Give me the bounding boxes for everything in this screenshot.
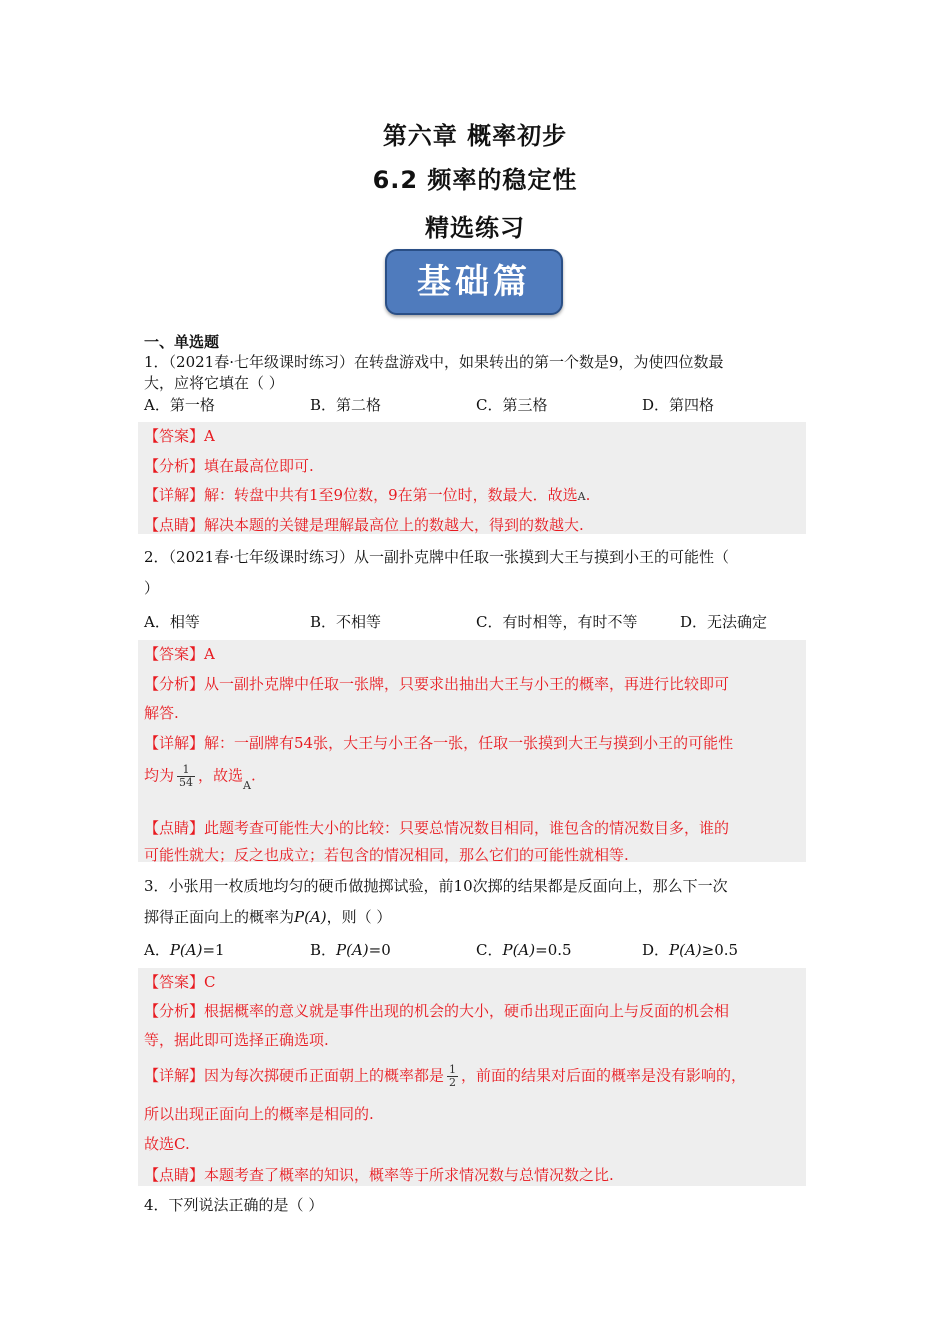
level-badge: 基础篇 [385, 249, 563, 315]
q2-detail-prefix: 均为 [144, 766, 175, 785]
q3-fraction-denominator: 2 [449, 1076, 457, 1089]
q2-detail-end: . [250, 766, 256, 785]
q3-detail-line2: 所以出现正面向上的概率是相同的. [144, 1105, 374, 1123]
q2-option-c: C．有时相等，有时不等 [476, 613, 638, 631]
q3-fraction-numerator: 1 [449, 1063, 457, 1076]
q3-option-c: C．P(A)=0.5 [476, 941, 572, 959]
q2-line1: 2．（2021春·七年级课时练习）从一副扑克牌中任取一张摸到大王与摸到小王的可能性（ [144, 548, 729, 566]
q3-option-b: B．P(A)=0 [310, 941, 391, 959]
q2-line2: ） [144, 579, 160, 597]
q2-analysis-line2: 解答. [144, 704, 179, 722]
q2-comment-line2: 可能性就大；反之也成立；若包含的情况相同，那么它们的可能性就相等. [144, 846, 629, 864]
q1-analysis: 【分析】填在最高位即可. [144, 457, 314, 475]
q3-expression: P(A) [294, 908, 327, 926]
q1-option-a: A．第一格 [144, 396, 215, 414]
q1-detail [144, 485, 590, 507]
q3-analysis-line2: 等，据此即可选择正确选项. [144, 1031, 329, 1049]
q3-answer: 【答案】C [144, 973, 216, 991]
q3-detail-end: ，前面的结果对后面的概率是没有影响的， [461, 1066, 747, 1085]
q1-detail-text: 【详解】解：转盘中共有1至9位数，9在第一位时，数最大．故选 [144, 486, 578, 504]
q3-analysis-line1: 【分析】根据概率的意义就是事件出现的机会的大小，硬币出现正面向上与反面的机会相 [144, 1002, 730, 1020]
q2-fraction-numerator: 1 [177, 764, 195, 777]
q1-comment: 【点睛】解决本题的关键是理解最高位上的数越大，得到的数越大. [144, 516, 584, 534]
q3-line1: 3．小张用一枚质地均匀的硬币做抛掷试验，前10次掷的结果都是反面向上，那么下一次 [144, 877, 728, 895]
chapter-title: 第六章 概率初步 [382, 122, 568, 150]
section-title: 6.2 频率的稳定性 [372, 166, 578, 194]
q1-line2: 大，应将它填在（ ） [144, 374, 284, 392]
q3-fraction [447, 1064, 458, 1089]
q1-option-d: D．第四格 [642, 396, 715, 414]
q2-option-a: A．相等 [144, 613, 200, 631]
q2-answer: 【答案】A [144, 645, 215, 663]
q1-option-b: B．第二格 [310, 396, 382, 414]
q3-detail-line3: 故选C. [144, 1135, 190, 1153]
q2-comment-line1: 【点睛】此题考查可能性大小的比较：只要总情况数目相同，谁包含的情况数目多，谁的 [144, 819, 730, 837]
q2-fraction [177, 764, 195, 789]
q3-line2-text: 掷得正面向上的概率为 [144, 908, 295, 926]
q3-detail-prefix: 【详解】因为每次掷硬币正面朝上的概率都是 [144, 1066, 445, 1085]
q2-option-d: D．无法确定 [680, 613, 768, 631]
q3-option-d: D．P(A)≥0.5 [642, 941, 739, 959]
q4-line1: 4．下列说法正确的是（ ） [144, 1196, 324, 1214]
q1-line1: 1．（2021春·七年级课时练习）在转盘游戏中，如果转出的第一个数是9，为使四位数最 [144, 353, 724, 371]
q1-detail-end: . [585, 486, 591, 504]
q1-option-c: C．第三格 [476, 396, 548, 414]
q3-line2 [144, 907, 391, 927]
q1-detail-choice: A [577, 490, 586, 503]
q2-detail-choice: A [243, 778, 251, 792]
q3-option-a: A．P(A)=1 [144, 941, 225, 959]
q1-answer: 【答案】A [144, 427, 215, 445]
section-heading: 一、单选题 [144, 333, 220, 351]
q2-option-b: B．不相等 [310, 613, 382, 631]
q3-detail-line1 [144, 1064, 746, 1089]
q2-analysis-line1: 【分析】从一副扑克牌中任取一张牌，只要求出抽出大王与小王的概率，再进行比较即可 [144, 675, 730, 693]
q2-detail-line1: 【详解】解：一副牌有54张，大王与小王各一张，任取一张摸到大王与摸到小王的可能性 [144, 734, 734, 752]
q2-detail-mid: ，故选 [198, 766, 244, 785]
q2-fraction-denominator: 54 [179, 776, 194, 789]
q3-comment: 【点睛】本题考查了概率的知识，概率等于所求情况数与总情况数之比. [144, 1166, 614, 1184]
q2-detail-line2 [144, 763, 256, 792]
subtitle: 精选练习 [425, 214, 525, 242]
q3-line2-end: ，则（ ） [326, 908, 392, 926]
